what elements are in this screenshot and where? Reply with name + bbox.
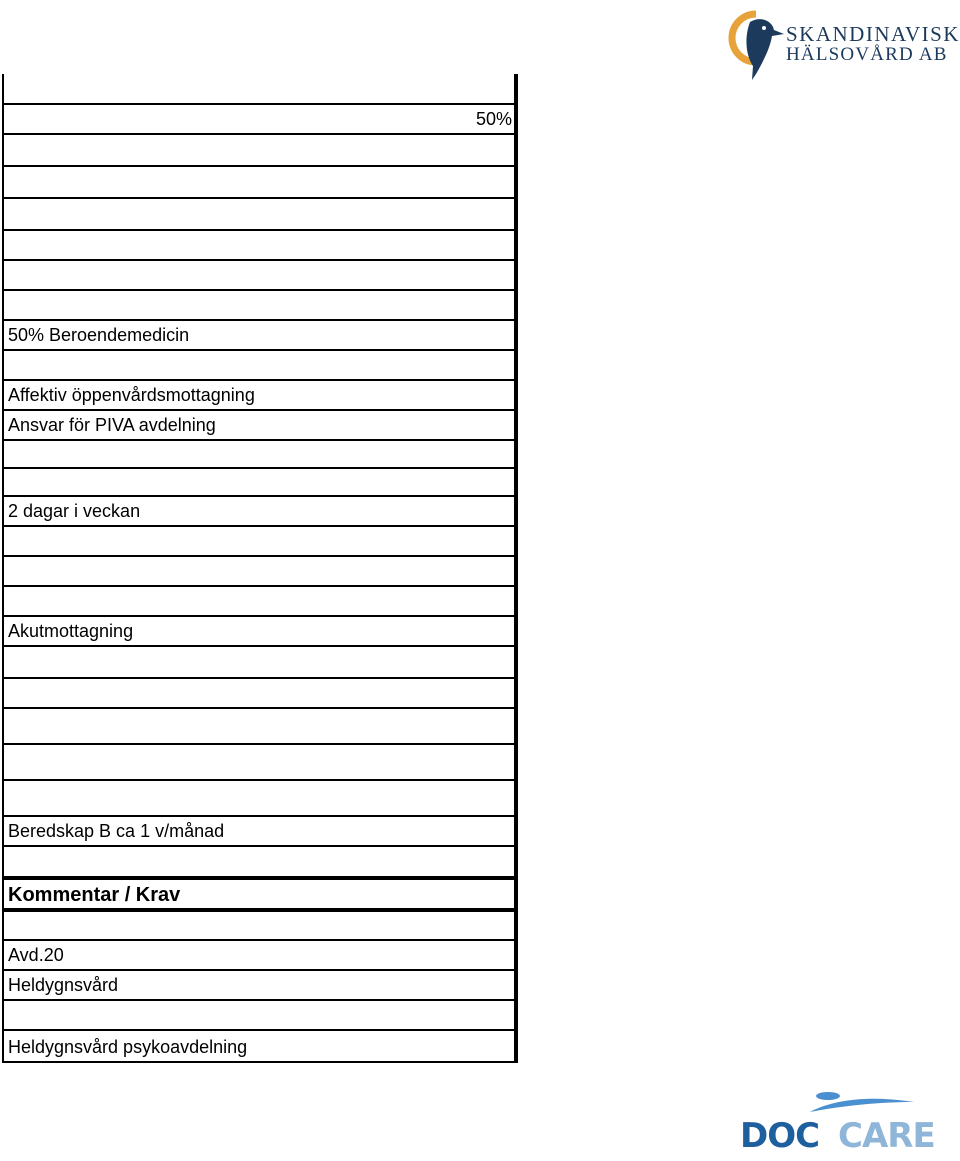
row-divider bbox=[2, 197, 518, 199]
table-cell-text: Affektiv öppenvårdsmottagning bbox=[8, 385, 255, 405]
row-divider bbox=[2, 439, 518, 441]
doccare-logo bbox=[740, 1090, 945, 1158]
row-divider bbox=[2, 289, 518, 291]
table-cell-text: 50% Beroendemedicin bbox=[8, 325, 190, 345]
row-divider bbox=[2, 229, 518, 231]
logo-line-1: SKANDINAVISK bbox=[786, 22, 960, 46]
row-divider bbox=[2, 743, 518, 745]
row-divider bbox=[2, 585, 518, 587]
sheet-left-border bbox=[2, 74, 4, 1062]
row-divider bbox=[2, 467, 518, 469]
table-cell-text: 50% bbox=[475, 109, 512, 129]
table-cell-text: Heldygnsvård psykoavdelning bbox=[8, 1037, 248, 1057]
skandinavisk-halsovard-logo bbox=[726, 8, 960, 84]
row-divider bbox=[2, 969, 518, 971]
row-divider bbox=[2, 939, 518, 941]
row-divider bbox=[2, 409, 518, 411]
row-divider bbox=[2, 525, 518, 527]
table-cell-text: Kommentar / Krav bbox=[8, 884, 181, 906]
row-divider bbox=[2, 379, 518, 381]
row-divider bbox=[2, 845, 518, 847]
row-divider bbox=[2, 133, 518, 135]
table-cell-text: Akutmottagning bbox=[8, 621, 134, 641]
table-cell-text: Avd.20 bbox=[8, 945, 64, 965]
row-divider bbox=[2, 319, 518, 321]
row-divider bbox=[2, 876, 518, 880]
row-divider bbox=[2, 103, 518, 105]
row-divider bbox=[2, 555, 518, 557]
row-divider bbox=[2, 1061, 518, 1063]
row-divider bbox=[2, 677, 518, 679]
row-divider bbox=[2, 779, 518, 781]
row-divider bbox=[2, 495, 518, 497]
table-cell-text: Beredskap B ca 1 v/månad bbox=[8, 821, 225, 841]
row-divider bbox=[2, 815, 518, 817]
row-divider bbox=[2, 999, 518, 1001]
row-divider bbox=[2, 707, 518, 709]
logo-care-text: CARE bbox=[838, 1116, 935, 1156]
row-divider bbox=[2, 259, 518, 261]
row-divider bbox=[2, 349, 518, 351]
row-divider bbox=[2, 908, 518, 912]
sheet-right-border bbox=[514, 74, 518, 1062]
doccare-swoosh-icon bbox=[806, 1090, 916, 1116]
table-cell-text: 2 dagar i veckan bbox=[8, 501, 141, 521]
row-divider bbox=[2, 165, 518, 167]
logo-doc-text: DOC bbox=[740, 1116, 820, 1156]
row-divider bbox=[2, 1029, 518, 1031]
row-divider bbox=[2, 615, 518, 617]
kingfisher-bird-logo-icon bbox=[726, 8, 786, 84]
row-divider bbox=[2, 645, 518, 647]
logo-line-2: HÄLSOVÅRD AB bbox=[786, 44, 948, 65]
table-cell-text: Ansvar för PIVA avdelning bbox=[8, 415, 216, 435]
table-cell-text: Heldygnsvård bbox=[8, 975, 119, 995]
